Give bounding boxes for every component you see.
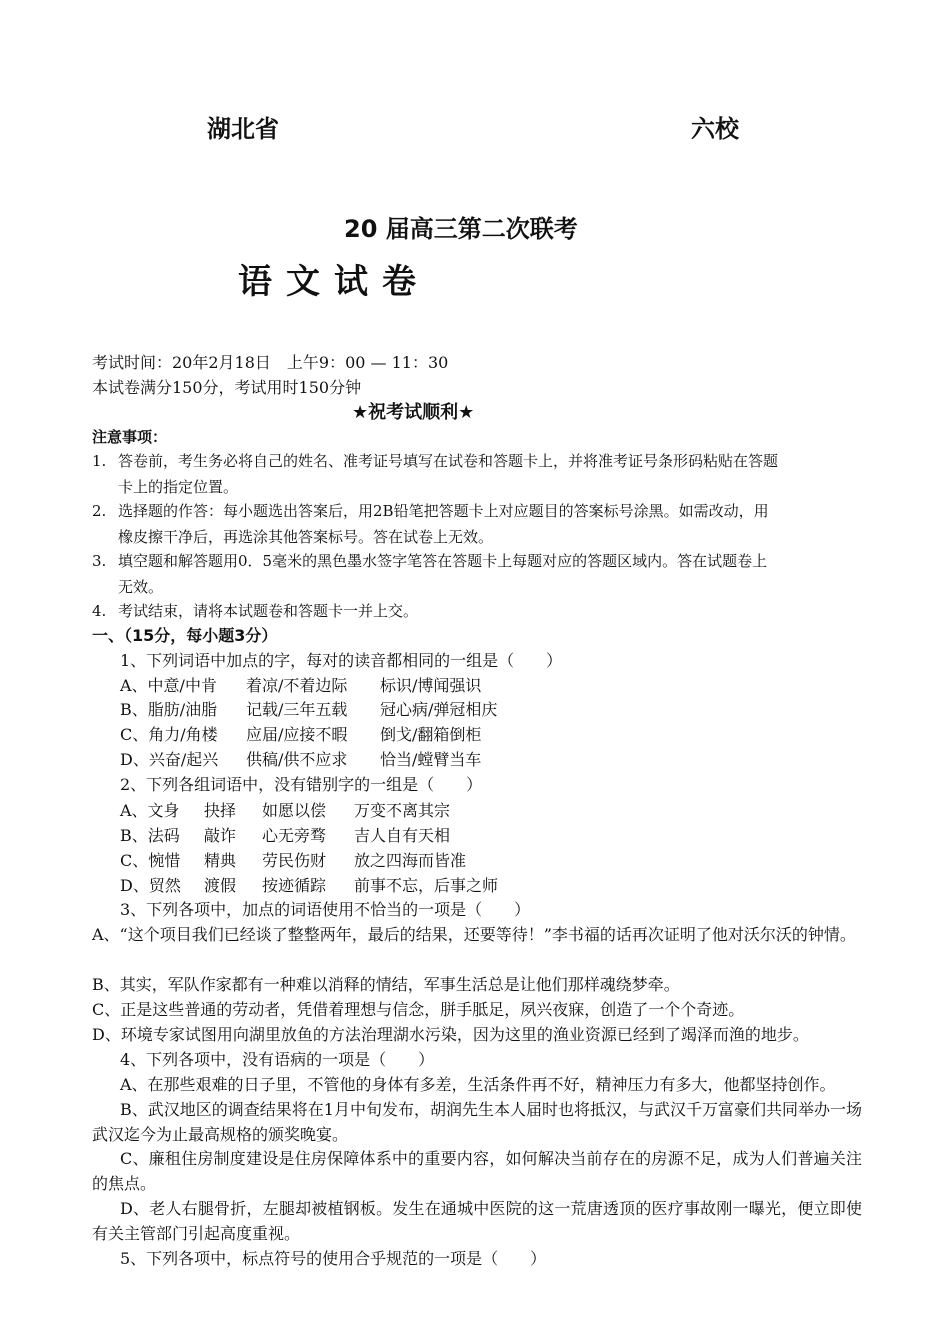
- notice-text-cont: 卡上的指定位置。: [118, 478, 239, 496]
- notice-number: 3.: [92, 552, 107, 570]
- good-luck-banner: ★祝考试顺利★: [352, 402, 475, 423]
- question-4-stem: 4、下列各项中，没有语病的一项是（ ）: [120, 1050, 435, 1069]
- paper-title: 语文试卷: [238, 262, 430, 302]
- option-word: 如愿以偿: [262, 801, 327, 820]
- option-word: A、文身: [120, 801, 180, 820]
- section-heading: 一、（15分，每小题3分）: [92, 626, 278, 645]
- option-word: 抉择: [204, 801, 237, 820]
- option-word: 应届/应接不暇: [246, 725, 348, 744]
- province-title: 湖北省: [207, 115, 279, 143]
- question-4-option-d: D、老人右腿骨折，左腿却被植钢板。发生在通城中医院的这一荒唐透顶的医疗事故刚一曝光，便立即使有关主管部门引起高度重视。: [92, 1199, 862, 1243]
- option-word: 前事不忘，后事之师: [354, 876, 499, 895]
- notice-text: 选择题的作答：每小题选出答案后，用2B铅笔把答题卡上对应题目的答案标号涂黑。如需改动，用: [118, 502, 769, 520]
- option-word: D、贸然: [120, 876, 181, 895]
- option-word: 渡假: [204, 876, 237, 895]
- option-word: C、角力/角楼: [120, 725, 218, 744]
- option-word: 万变不离其宗: [354, 801, 451, 820]
- notice-text: 填空题和解答题用0．5毫米的黑色墨水签字笔答在答题卡上每题对应的答题区域内。答在试题卷上: [118, 552, 768, 570]
- option-word: 心无旁骛: [262, 826, 327, 845]
- exam-title: 20 届高三第二次联考: [344, 215, 578, 243]
- notice-number: 2.: [92, 502, 107, 520]
- option-word: 劳民伤财: [262, 851, 327, 870]
- option-word: 按迹循踪: [262, 876, 327, 895]
- notice-item: [92, 598, 862, 624]
- option-word: C、惋惜: [120, 851, 181, 870]
- question-2-option: [120, 848, 466, 871]
- option-word: 精典: [204, 851, 237, 870]
- notice-text: 考试结束，请将本试题卷和答题卡一并上交。: [118, 602, 419, 620]
- notice-text-cont: 橡皮擦干净后，再选涂其他答案标号。答在试卷上无效。: [118, 528, 494, 546]
- notice-number: 1.: [92, 452, 107, 470]
- notice-title: 注意事项：: [92, 428, 168, 446]
- question-4-option-b: B、武汉地区的调查结果将在1月中旬发布，胡润先生本人届时也将抵汉，与武汉千万富豪们共同举办一场武汉迄今为止最高规格的颁奖晚宴。: [92, 1100, 862, 1144]
- exam-time: 考试时间：20年2月18日 上午9：00 — 11：30: [92, 353, 449, 372]
- question-1-option: [120, 722, 481, 745]
- question-3-option-c: C、正是这些普通的劳动者，凭借着理想与信念，胼手胝足，夙兴夜寐，创造了一个个奇迹。: [92, 1000, 745, 1019]
- notice-text-cont: 无效。: [118, 578, 164, 596]
- question-1-option: [120, 673, 481, 696]
- question-2-option: [120, 873, 498, 896]
- notice-text: 答卷前，考生务必将自己的姓名、准考证号填写在试卷和答题卡上，并将准考证号条形码粘贴在答题: [118, 452, 779, 470]
- option-word: 放之四海而皆准: [354, 851, 467, 870]
- notice-number: 4.: [92, 602, 107, 620]
- exam-score: 本试卷满分150分，考试用时150分钟: [92, 378, 362, 397]
- question-1-stem: 1、下列词语中加点的字，每对的读音都相同的一组是（ ）: [120, 651, 563, 670]
- question-2-option: [120, 823, 450, 846]
- question-4-option-a: A、在那些艰难的日子里，不管他的身体有多差，生活条件再不好，精神压力有多大，他都坚持创作。: [120, 1075, 836, 1094]
- question-5-stem: 5、下列各项中，标点符号的使用合乎规范的一项是（ ）: [120, 1249, 547, 1268]
- option-word: 敲诈: [204, 826, 237, 845]
- option-word: D、兴奋/起兴: [120, 750, 219, 769]
- question-3-option-d: D、环境专家试图用向湖里放鱼的方法治理湖水污染，因为这里的渔业资源已经到了竭泽而渔的地步。: [92, 1025, 809, 1044]
- option-word: 吉人自有天相: [354, 826, 451, 845]
- question-2-stem: 2、下列各组词语中，没有错别字的一组是（ ）: [120, 775, 483, 794]
- option-word: B、法码: [120, 826, 180, 845]
- option-word: 供稿/供不应求: [246, 750, 348, 769]
- option-word: 标识/博闻强识: [380, 676, 482, 695]
- option-word: A、中意/中肯: [120, 676, 217, 695]
- notice-item: [92, 498, 862, 550]
- schools-title: 六校: [691, 115, 739, 143]
- notice-item: [92, 548, 862, 600]
- option-word: 记载/三年五载: [246, 700, 348, 719]
- question-1-option: [120, 747, 481, 770]
- question-3-stem: 3、下列各项中，加点的词语使用不恰当的一项是（ ）: [120, 900, 531, 919]
- option-word: B、脂肪/油脂: [120, 700, 218, 719]
- question-2-option: [120, 798, 450, 821]
- option-word: 倒戈/翻箱倒柜: [380, 725, 482, 744]
- option-word: 恰当/螳臂当车: [380, 750, 482, 769]
- question-3-option-b: B、其实，军队作家都有一种难以消释的情结，军事生活总是让他们那样魂绕梦牵。: [92, 975, 680, 994]
- option-word: 冠心病/弹冠相庆: [380, 700, 498, 719]
- question-1-option: [120, 697, 497, 720]
- question-4-option-c: C、廉租住房制度建设是住房保障体系中的重要内容，如何解决当前存在的房源不足，成为人们普遍关注的焦点。: [92, 1149, 862, 1193]
- option-word: 着凉/不着边际: [246, 676, 348, 695]
- question-3-option-a: A、“这个项目我们已经谈了整整两年，最后的结果，还要等待！”李书福的话再次证明了他对沃尔沃的钟情。: [92, 925, 856, 944]
- notice-item: [92, 448, 862, 500]
